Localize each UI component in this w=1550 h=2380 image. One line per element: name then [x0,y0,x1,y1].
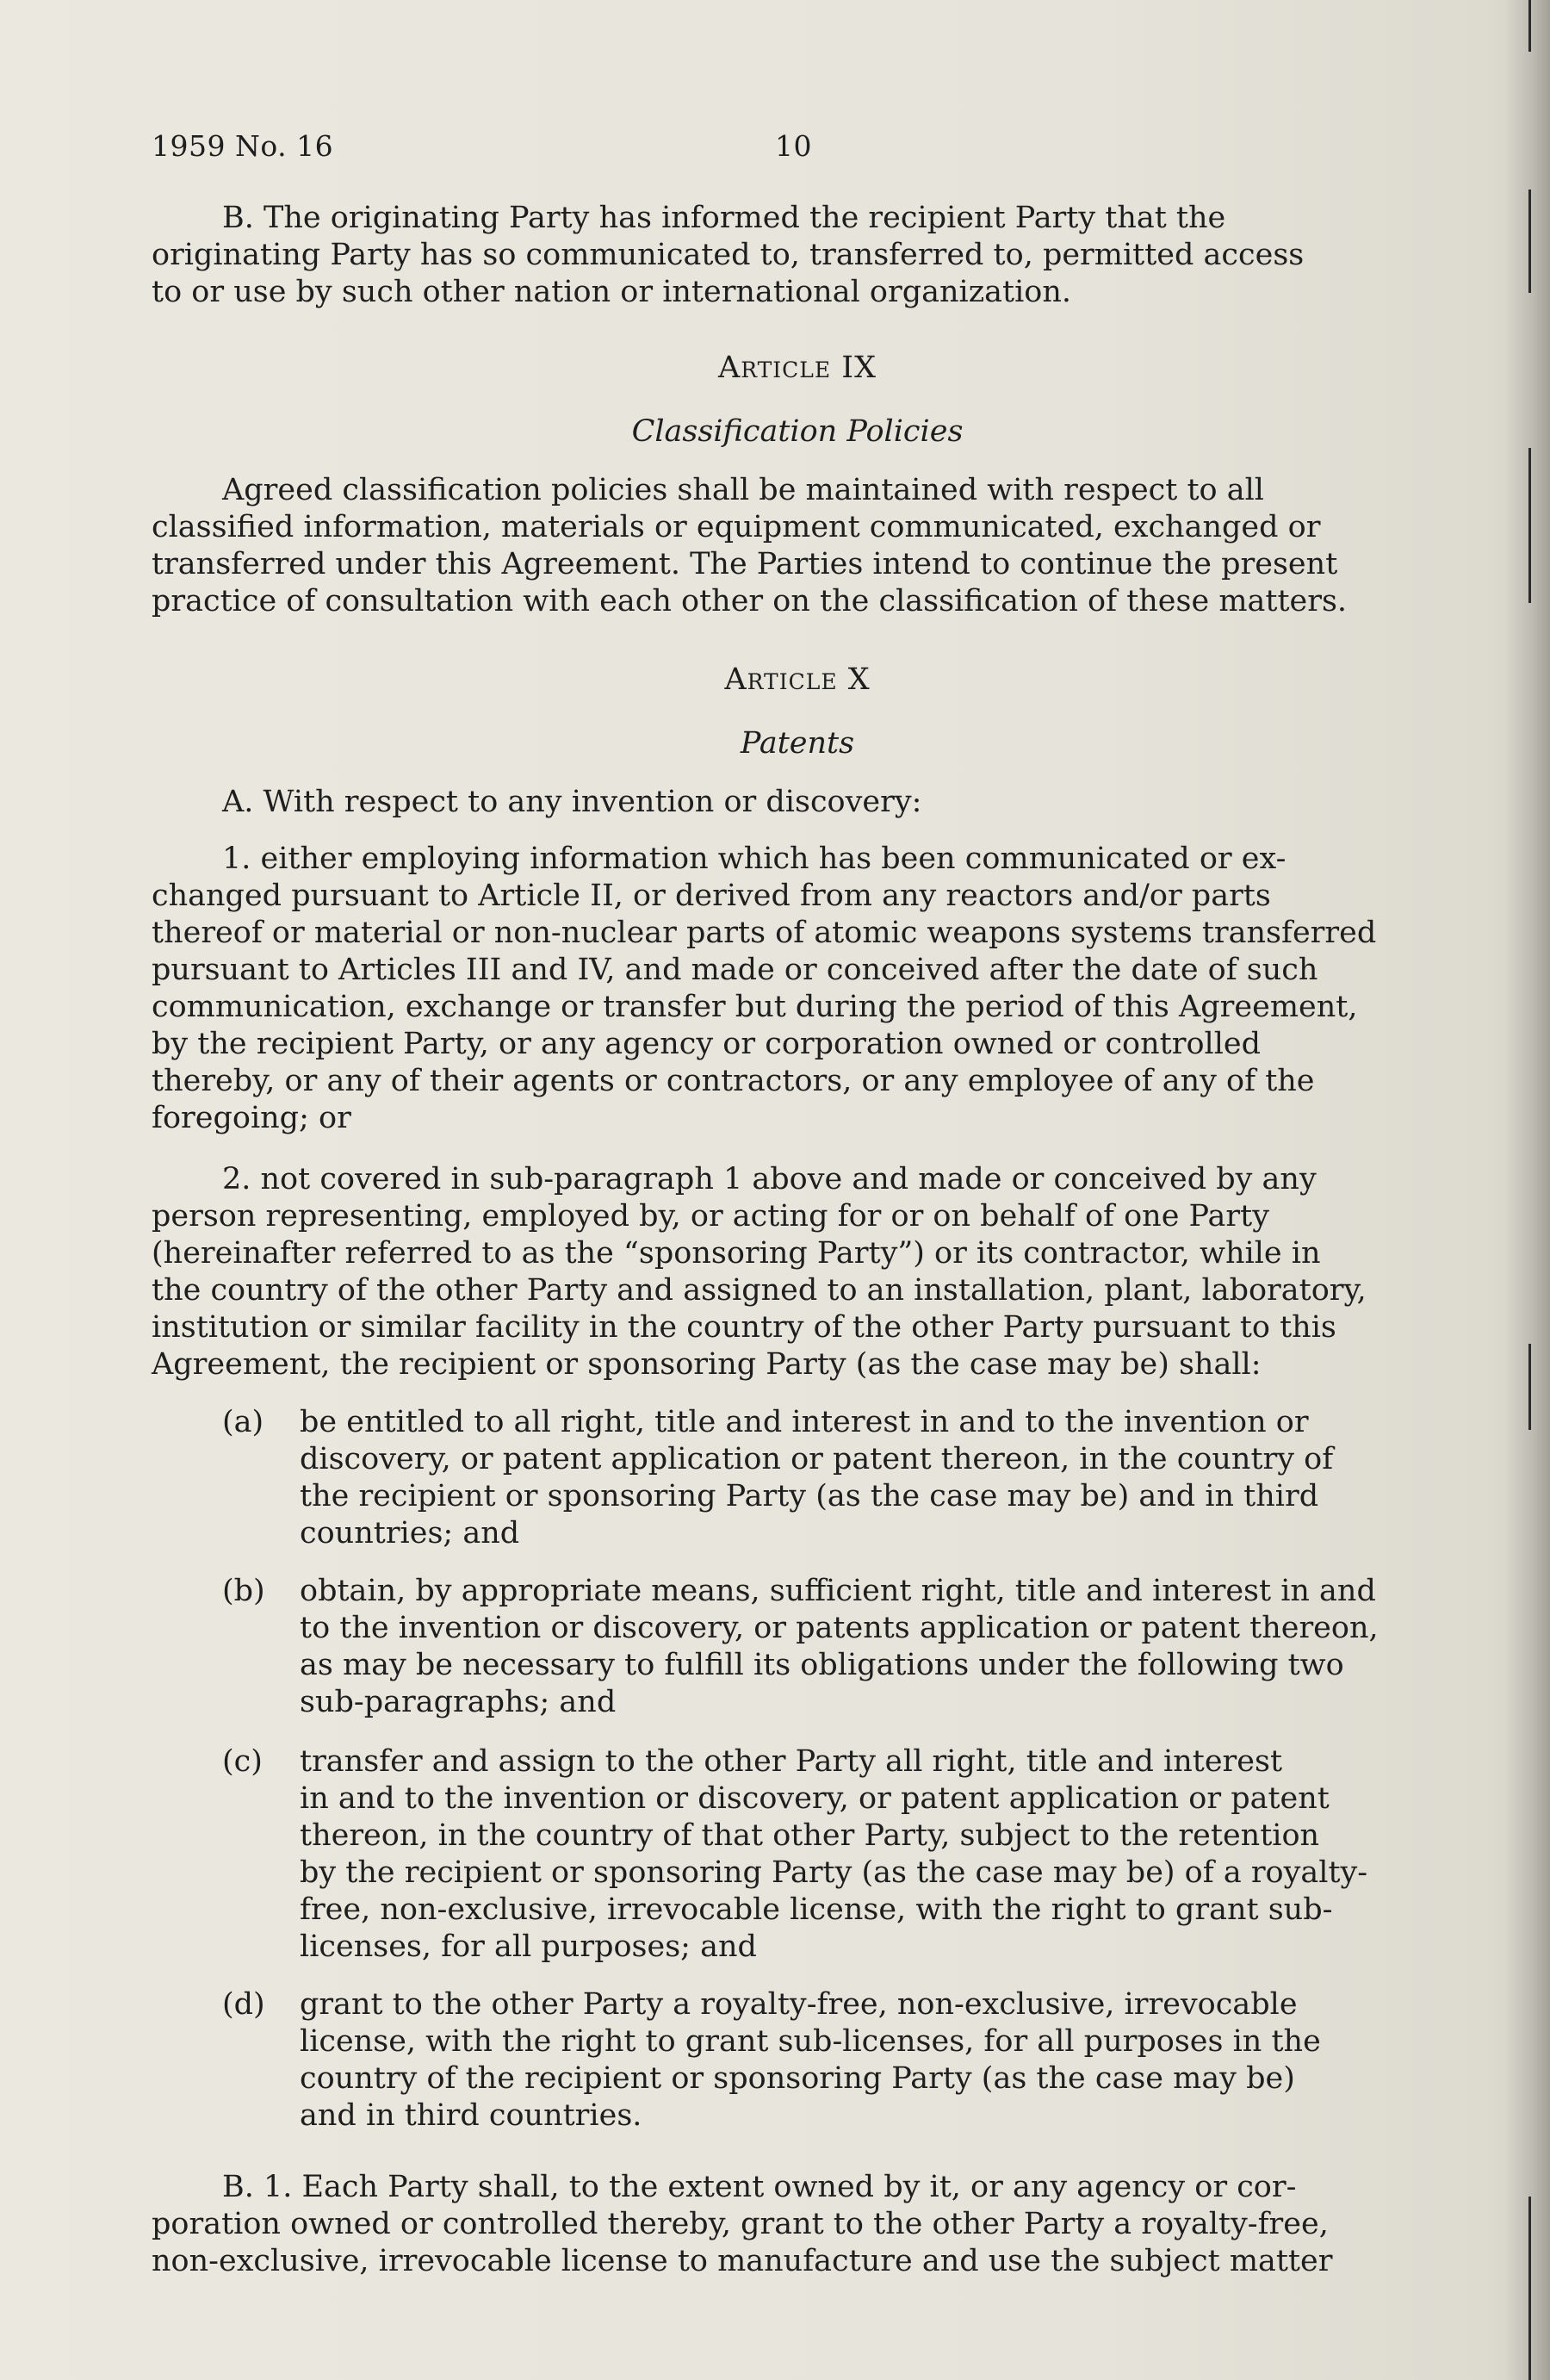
text-line: 2. not covered in sub-paragraph 1 above and made or conceived by any [222,1162,1317,1196]
article-subheading: Patents [740,726,855,761]
text-line [152,1986,1443,2023]
text-line: B. 1. Each Party shall, to the extent owned by it, or any agency or cor- [222,2170,1297,2204]
text-line: poration owned or controlled thereby, grant to the other Party a royalty-free, [152,2207,1329,2241]
text-line: the recipient or sponsoring Party (as the case may be) and in third [300,1479,1319,1513]
item-label: (d) [222,1987,265,2022]
page-number: 10 [775,129,812,163]
item-text: obtain, by appropriate means, sufficient right, title and interest in and [300,1574,1376,1608]
text-line: 1. either employing information which has been communicated or ex- [222,842,1286,876]
text-line: to or use by such other nation or international organization. [152,275,1072,309]
text-line [152,1743,1443,1780]
text-line: discovery, or patent application or patent thereon, in the country of [300,1442,1334,1476]
text-line: thereon, in the country of that other Party, subject to the retention [300,1818,1320,1853]
text-line: (hereinafter referred to as the “sponsoring Party”) or its contractor, while in [152,1236,1321,1271]
article-heading: Article IX [717,351,877,385]
text-line: transferred under this Agreement. The Parties intend to continue the present [152,547,1338,581]
article-9-heading-block [152,350,1443,387]
text-line: sub-paragraphs; and [300,1685,617,1719]
page-edge-shadow [1505,0,1550,2380]
text-line [152,1404,1443,1441]
text-line: foregoing; or [152,1101,351,1135]
text-line: by the recipient Party, or any agency or corporation owned or controlled [152,1027,1262,1061]
text-line: practice of consultation with each other on the classification of these matters. [152,584,1348,618]
text-line: as may be necessary to fulfill its obligations under the following two [300,1648,1344,1682]
text-line: license, with the right to grant sub-licenses, for all purposes in the [300,2024,1321,2059]
item-a [152,1404,1443,1552]
item-label: (c) [222,1744,263,1779]
text-line: to the invention or discovery, or patents application or patent thereon, [300,1611,1379,1645]
text-line: B. The originating Party has informed the recipient Party that the [222,201,1226,235]
item-label: (a) [222,1405,264,1439]
text-line: person representing, employed by, or acting for or on behalf of one Party [152,1199,1269,1233]
article-10-heading-block [152,662,1443,699]
document-number: 1959 No. 16 [152,129,334,163]
text-line: Agreed classification policies shall be maintained with respect to all [222,473,1264,507]
binding-mark [1528,0,1531,52]
item-label: (b) [222,1574,265,1608]
text-line: countries; and [300,1516,520,1550]
text-line: in and to the invention or discovery, or patent application or patent [300,1781,1330,1816]
binding-mark [1528,448,1531,603]
text-line: thereof or material or non-nuclear parts of atomic weapons systems transferred [152,916,1377,950]
page-header [152,129,812,163]
article-heading: Article X [724,662,871,697]
article-10-clause-b [152,2169,1443,2280]
text-line: A. With respect to any invention or discovery: [222,785,922,819]
text-line: licenses, for all purposes; and [300,1929,757,1964]
article-9-subheading-block [152,413,1443,451]
clause-b-previous [152,200,1443,311]
text-line: institution or similar facility in the country of the other Party pursuant to this [152,1310,1336,1345]
article-9-body [152,472,1443,620]
item-c [152,1743,1443,1966]
text-line: thereby, or any of their agents or contractors, or any employee of any of the [152,1064,1315,1098]
text-line: non-exclusive, irrevocable license to manufacture and use the subject matter [152,2244,1333,2278]
text-line: originating Party has so communicated to, transferred to, permitted access [152,238,1305,272]
article-10-paragraph-2 [152,1161,1443,1383]
binding-mark [1528,2197,1531,2380]
text-line: and in third countries. [300,2098,642,2133]
text-line: free, non-exclusive, irrevocable license, with the right to grant sub- [300,1892,1333,1927]
text-line: by the recipient or sponsoring Party (as the case may be) of a royalty- [300,1855,1368,1890]
text-line: pursuant to Articles III and IV, and made or conceived after the date of such [152,953,1318,987]
text-line: country of the recipient or sponsoring Party (as the case may be) [300,2061,1295,2096]
article-10-subheading-block [152,725,1443,762]
item-text: be entitled to all right, title and interest in and to the invention or [300,1405,1309,1439]
text-line: changed pursuant to Article II, or derived from any reactors and/or parts [152,879,1271,913]
item-text: transfer and assign to the other Party all right, title and interest [300,1744,1283,1779]
text-line: Agreement, the recipient or sponsoring Party (as the case may be) shall: [152,1347,1262,1382]
article-subheading: Classification Policies [631,414,964,449]
item-d [152,1986,1443,2135]
text-line: classified information, materials or equipment communicated, exchanged or [152,510,1321,544]
binding-mark [1528,1344,1531,1430]
text-line: communication, exchange or transfer but during the period of this Agreement, [152,990,1358,1024]
article-10-intro [152,784,1443,821]
text-line: the country of the other Party and assigned to an installation, plant, laboratory, [152,1273,1367,1308]
text-line [152,1573,1443,1610]
binding-mark [1528,190,1531,293]
article-10-paragraph-1 [152,841,1443,1137]
item-b [152,1573,1443,1721]
item-text: grant to the other Party a royalty-free, non-exclusive, irrevocable [300,1987,1298,2022]
